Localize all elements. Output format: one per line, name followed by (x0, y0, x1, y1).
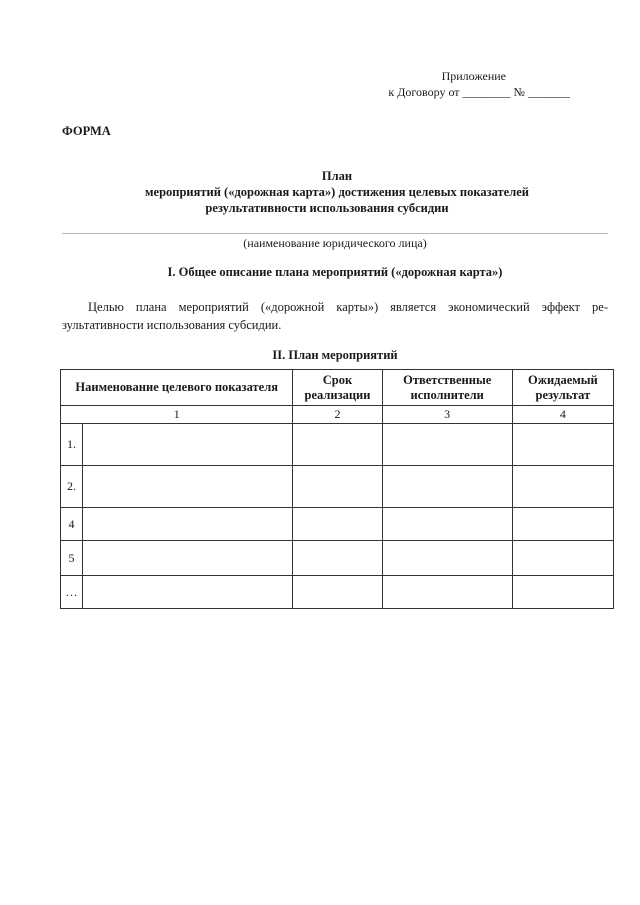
form-label: ФОРМА (62, 124, 111, 138)
table-cell (512, 424, 613, 466)
table-cell (293, 541, 382, 576)
table-cell (382, 466, 512, 508)
section1-title: I. Общее описание плана мероприятий («дорожная карта») (167, 265, 503, 279)
table-row (61, 466, 614, 508)
org-name-caption: (наименование юридического лица) (243, 236, 427, 250)
paragraph-line1: Целью плана мероприятий («дорожной карты») является экономический эффект ре- (88, 300, 608, 314)
column-number: 4 (512, 406, 613, 424)
table-cell (512, 541, 613, 576)
table-row (61, 508, 614, 541)
row-index: … (61, 576, 83, 609)
table-cell (293, 424, 382, 466)
column-number: 1 (61, 406, 293, 424)
table-cell (382, 541, 512, 576)
table-row (61, 424, 614, 466)
table-row (61, 576, 614, 609)
appendix-title: Приложение (441, 69, 506, 83)
table-cell (83, 576, 293, 609)
column-number: 2 (293, 406, 382, 424)
table-cell (382, 576, 512, 609)
plan-title-line3: результативности использования субсидии (205, 201, 449, 215)
header-responsible: Ответственные исполнители (382, 370, 512, 406)
table-cell (512, 466, 613, 508)
column-number: 3 (382, 406, 512, 424)
table-cell (382, 508, 512, 541)
row-index: 4 (61, 508, 83, 541)
row-index: 2. (61, 466, 83, 508)
table-cell (293, 508, 382, 541)
table-column-number-row (61, 406, 614, 424)
table-cell (83, 508, 293, 541)
row-index: 1. (61, 424, 83, 466)
plan-title-line1: План (321, 169, 353, 183)
table-cell (382, 424, 512, 466)
table-cell (512, 508, 613, 541)
table-row (61, 541, 614, 576)
table-cell (83, 541, 293, 576)
plan-title-line2: мероприятий («дорожная карта») достижения целевых показателей (145, 185, 529, 199)
header-indicator-name: Наименование целевого показателя (61, 370, 293, 406)
plan-table (60, 369, 614, 609)
org-name-line (62, 233, 608, 234)
appendix-contract-ref: к Договору от ________ № _______ (388, 85, 570, 99)
header-expected-result: Ожидаемый результат (512, 370, 613, 406)
paragraph-line2: зультативности использования субсидии. (62, 318, 282, 332)
table-cell (83, 466, 293, 508)
row-index: 5 (61, 541, 83, 576)
table-cell (512, 576, 613, 609)
plan-title (62, 168, 612, 216)
appendix-note (388, 68, 570, 100)
header-deadline: Срок реализации (293, 370, 382, 406)
description-paragraph (62, 298, 608, 334)
table-cell (293, 576, 382, 609)
table-header-row (61, 370, 614, 406)
table-cell (83, 424, 293, 466)
section2-title: II. План мероприятий (272, 348, 398, 362)
table-cell (293, 466, 382, 508)
